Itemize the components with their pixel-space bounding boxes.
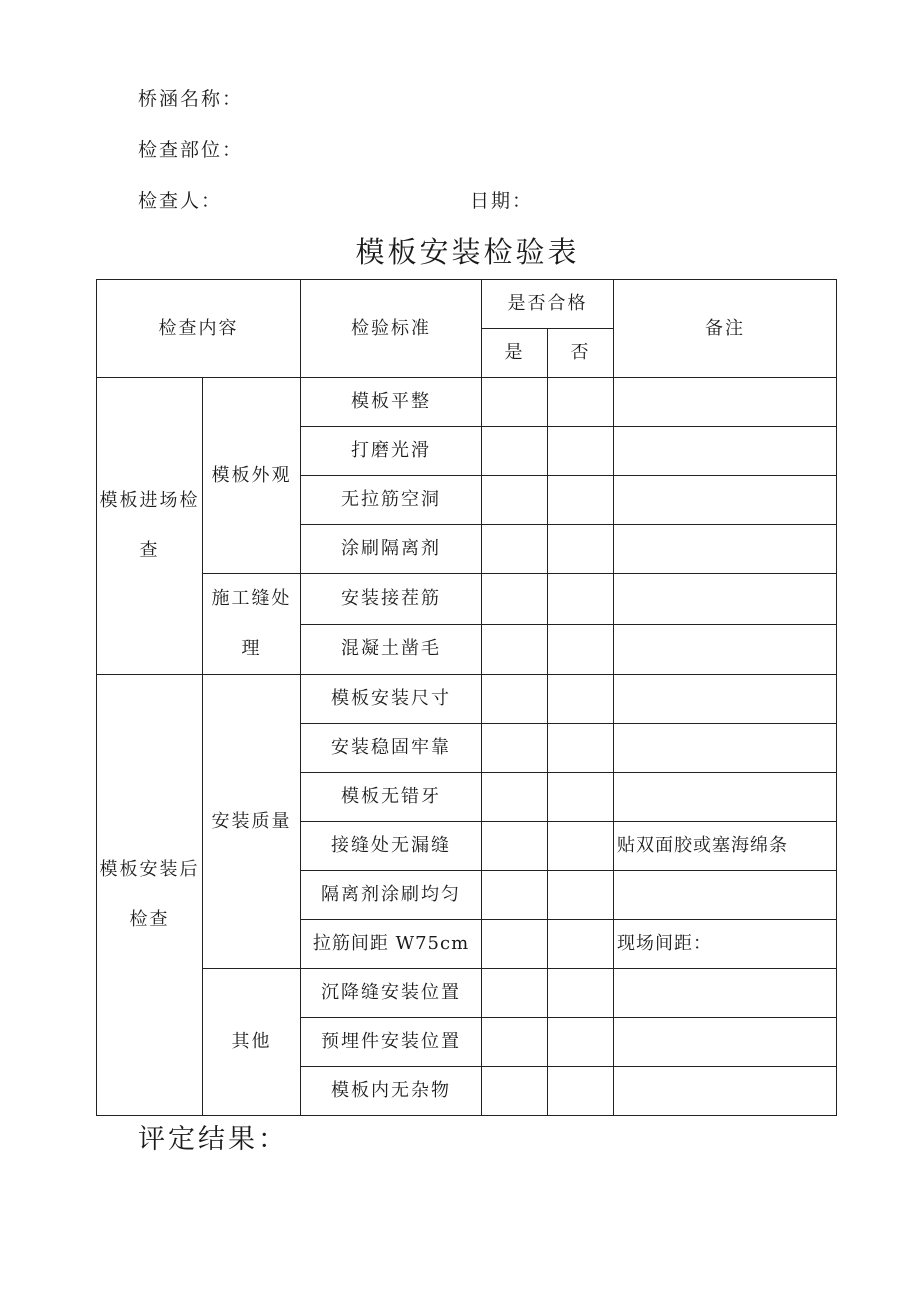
yes-cell[interactable] [482,574,548,625]
remark-cell[interactable] [614,624,837,675]
no-cell[interactable] [548,724,614,773]
standard-cell: 混凝土凿毛 [301,624,482,675]
standard-cell: 隔离剂涂刷均匀 [301,871,482,920]
no-cell[interactable] [548,574,614,625]
remark-cell[interactable] [614,773,837,822]
no-cell[interactable] [548,525,614,574]
remark-cell[interactable] [614,574,837,625]
remark-cell[interactable] [614,427,837,476]
no-cell[interactable] [548,427,614,476]
subgroup-install-quality: 安装质量 [203,675,301,969]
standard-cell: 涂刷隔离剂 [301,525,482,574]
col-remark-header: 备注 [614,280,837,378]
inspection-table [96,279,837,1116]
subgroup-other: 其他 [203,969,301,1116]
yes-cell[interactable] [482,427,548,476]
inspect-part-label: 检查部位： [138,139,244,161]
remark-cell[interactable] [614,1018,837,1067]
standard-cell: 预埋件安装位置 [301,1018,482,1067]
group-entry-inspection: 模板进场检查 [97,378,203,675]
standard-cell: 拉筋间距 W75cm [301,920,482,969]
subgroup-construction-joint: 施工缝处理 [203,574,301,675]
evaluation-result-label: 评定结果： [138,1124,288,1155]
remark-cell[interactable] [614,724,837,773]
standard-cell: 安装稳固牢靠 [301,724,482,773]
yes-cell[interactable] [482,525,548,574]
no-cell[interactable] [548,1018,614,1067]
date-label: 日期： [470,190,534,212]
no-cell[interactable] [548,624,614,675]
col-pass-header: 是否合格 [482,280,614,329]
remark-cell[interactable] [614,476,837,525]
no-cell[interactable] [548,378,614,427]
standard-cell: 模板内无杂物 [301,1067,482,1116]
remark-cell[interactable] [614,871,837,920]
yes-cell[interactable] [482,378,548,427]
subgroup-appearance: 模板外观 [203,378,301,574]
form-title: 模板安装检验表 [355,235,580,269]
inspector-label: 检查人： [138,190,223,212]
yes-cell[interactable] [482,773,548,822]
bridge-name-label: 桥涵名称： [138,88,244,110]
no-cell[interactable] [548,1067,614,1116]
standard-cell: 模板安装尺寸 [301,675,482,724]
standard-cell: 模板无错牙 [301,773,482,822]
col-standard-header: 检验标准 [301,280,482,378]
remark-cell[interactable] [614,378,837,427]
no-cell[interactable] [548,822,614,871]
remark-cell[interactable] [614,525,837,574]
yes-cell[interactable] [482,920,548,969]
standard-cell: 接缝处无漏缝 [301,822,482,871]
standard-cell: 模板平整 [301,378,482,427]
standard-cell: 安装接茬筋 [301,574,482,625]
no-cell[interactable] [548,773,614,822]
no-cell[interactable] [548,920,614,969]
yes-cell[interactable] [482,1067,548,1116]
remark-cell[interactable] [614,1067,837,1116]
remark-cell[interactable]: 现场间距： [614,920,837,969]
yes-cell[interactable] [482,1018,548,1067]
no-cell[interactable] [548,969,614,1018]
yes-cell[interactable] [482,969,548,1018]
yes-cell[interactable] [482,476,548,525]
yes-cell[interactable] [482,675,548,724]
standard-cell: 无拉筋空洞 [301,476,482,525]
yes-cell[interactable] [482,724,548,773]
col-no-header: 否 [548,329,614,378]
no-cell[interactable] [548,476,614,525]
group-post-install-inspection: 模板安装后检查 [97,675,203,1116]
remark-cell[interactable] [614,675,837,724]
yes-cell[interactable] [482,871,548,920]
col-content-header: 检查内容 [97,280,301,378]
no-cell[interactable] [548,871,614,920]
yes-cell[interactable] [482,822,548,871]
standard-cell: 沉降缝安装位置 [301,969,482,1018]
col-yes-header: 是 [482,329,548,378]
yes-cell[interactable] [482,624,548,675]
no-cell[interactable] [548,675,614,724]
remark-cell[interactable]: 贴双面胶或塞海绵条 [614,822,837,871]
remark-cell[interactable] [614,969,837,1018]
standard-cell: 打磨光滑 [301,427,482,476]
